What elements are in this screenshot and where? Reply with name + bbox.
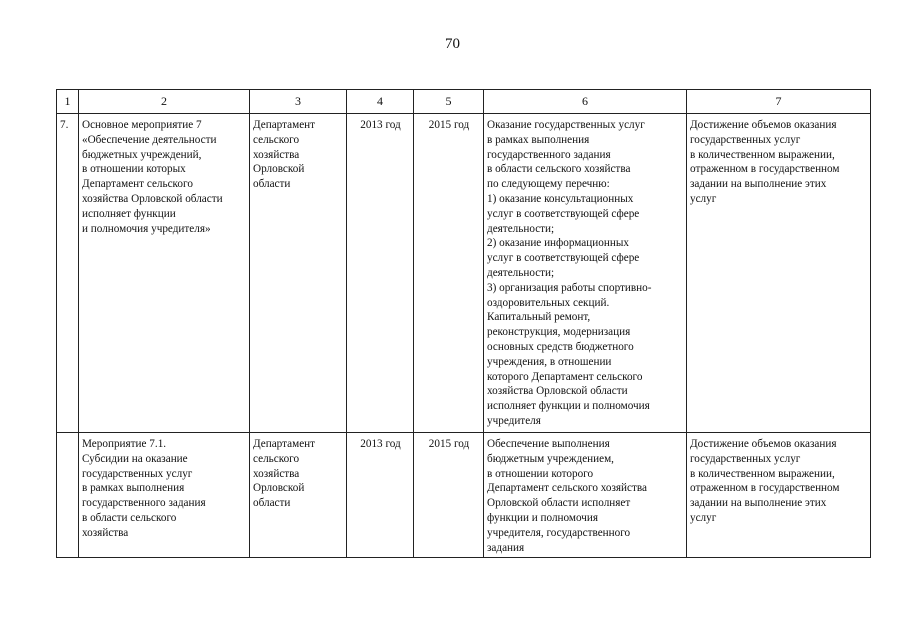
- column-header: 3: [250, 90, 347, 114]
- column-header: 2: [79, 90, 250, 114]
- executor-cell: Департамент сельского хозяйства Орловской области: [250, 114, 347, 433]
- row-number: 7.: [57, 114, 79, 433]
- column-header: 1: [57, 90, 79, 114]
- table-row: [57, 114, 871, 433]
- column-header: 4: [347, 90, 414, 114]
- row-number: [57, 433, 79, 558]
- page-number: 70: [445, 36, 460, 52]
- event-name-cell: Основное мероприятие 7 «Обеспечение деятельности бюджетных учреждений, в отношении которых Департамент сельского хозяйства Орловской области исполняет функции и полномочия учредителя»: [79, 114, 250, 433]
- content-cell: Обеспечение выполнения бюджетным учреждением, в отношении которого Департамент сельского хозяйства Орловской области исполняет функции и полномочия учредителя, государственного задания: [484, 433, 687, 558]
- start-year-cell: 2013 год: [347, 114, 414, 433]
- content-cell: Оказание государственных услуг в рамках выполнения государственного задания в области сельского хозяйства по следующему перечню: 1) оказание консультационных услуг в соответствующей сфере деятельности; 2) оказание информационных услуг в соответствующей сфере деятельности; 3) организация работы спортивно- оздоровительных секций. Капитальный ремонт, реконструкция, модернизация основных средств бюджетного учреждения, в отношении которого Департамент сельского хозяйства Орловской области исполняет функции и полномочия учредителя: [484, 114, 687, 433]
- executor-cell: Департамент сельского хозяйства Орловской области: [250, 433, 347, 558]
- event-name-cell: Мероприятие 7.1. Субсидии на оказание государственных услуг в рамках выполнения государственного задания в области сельского хозяйства: [79, 433, 250, 558]
- expected-result-cell: Достижение объемов оказания государственных услуг в количественном выражении, отраженном в государственном задании на выполнение этих услуг: [687, 114, 871, 433]
- column-header: 6: [484, 90, 687, 114]
- end-year-cell: 2015 год: [414, 433, 484, 558]
- start-year-cell: 2013 год: [347, 433, 414, 558]
- column-header: 5: [414, 90, 484, 114]
- column-header: 7: [687, 90, 871, 114]
- table-row: [57, 433, 871, 558]
- end-year-cell: 2015 год: [414, 114, 484, 433]
- measures-table: [56, 89, 871, 558]
- table-header-row: [57, 90, 871, 114]
- expected-result-cell: Достижение объемов оказания государственных услуг в количественном выражении, отраженном в государственном задании на выполнение этих услуг: [687, 433, 871, 558]
